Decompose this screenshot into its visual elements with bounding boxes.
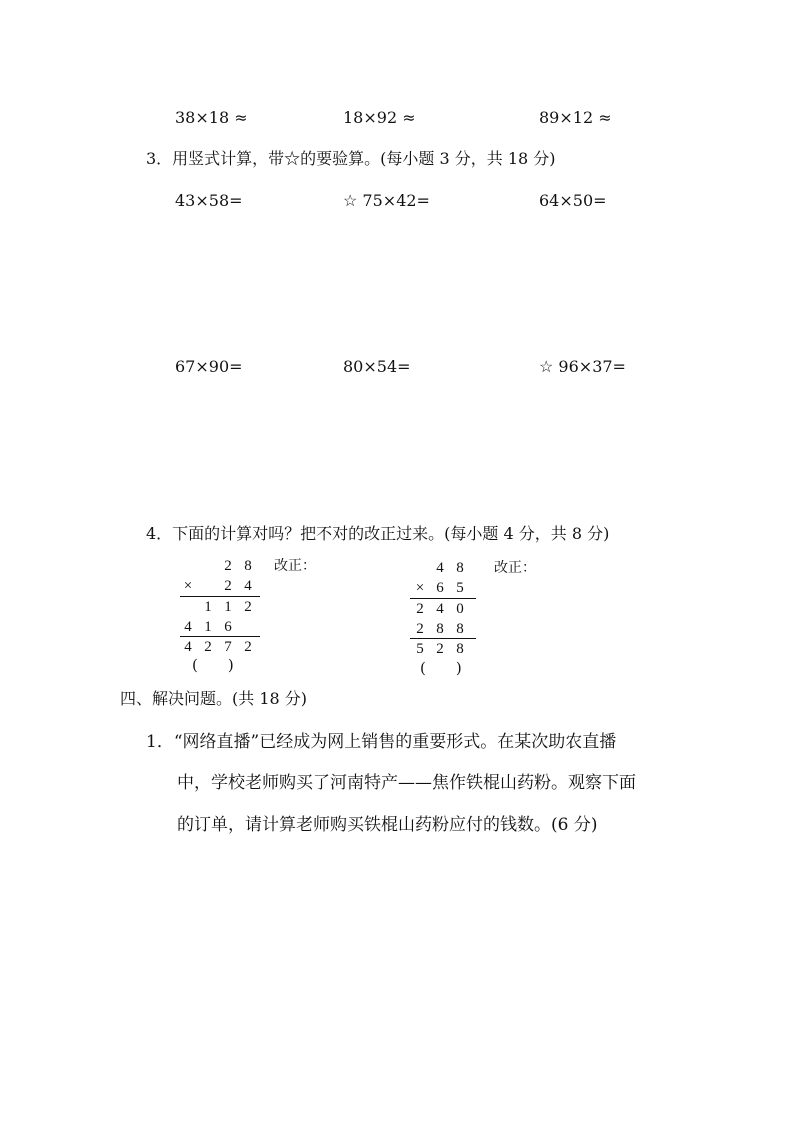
digit: 2 (224, 578, 232, 594)
digit: 8 (456, 641, 464, 657)
digit: 0 (456, 601, 464, 617)
q4-heading: 4．下面的计算对吗？把不对的改正过来。(每小题 4 分，共 8 分) (146, 524, 610, 543)
multiply-sign: × (183, 578, 193, 594)
judgement-blank[interactable]: ( ) (192, 656, 234, 674)
q3-problem-5: 80×54= (343, 357, 411, 376)
digit: 6 (224, 619, 232, 635)
problem-line-1: 1．“网络直播”已经成为网上销售的重要形式。在某次助农直播 (146, 732, 617, 752)
digit: 2 (204, 639, 212, 655)
digit: 4 (436, 560, 444, 576)
section-title: 四、解决问题。(共 18 分) (120, 689, 308, 708)
digit: 7 (224, 639, 232, 655)
correction-label-left: 改正： (274, 558, 316, 574)
judgement-blank[interactable]: ( ) (420, 659, 462, 677)
problem-line-2: 中，学校老师购买了河南特产——焦作铁棍山药粉。观察下面 (177, 773, 636, 793)
digit: 8 (436, 621, 444, 637)
multiply-sign: × (415, 580, 425, 596)
digit: 5 (416, 641, 424, 657)
digit: 4 (184, 639, 192, 655)
divider-line (180, 636, 260, 637)
digit: 1 (224, 599, 232, 615)
q3-problem-2: ☆ 75×42= (343, 191, 430, 210)
q3-problem-4: 67×90= (175, 357, 243, 376)
estimate-item-3: 89×12 ≈ (539, 108, 612, 127)
digit: 4 (184, 619, 192, 635)
digit: 8 (456, 621, 464, 637)
digit: 8 (456, 560, 464, 576)
digit: 2 (416, 601, 424, 617)
correction-label-right: 改正： (494, 560, 536, 576)
digit: 2 (436, 641, 444, 657)
problem-line-3: 的订单，请计算老师购买铁棍山药粉应付的钱数。(6 分) (177, 815, 598, 835)
digit: 1 (204, 619, 212, 635)
digit: 1 (204, 599, 212, 615)
digit: 2 (244, 639, 252, 655)
estimate-item-1: 38×18 ≈ (175, 108, 248, 127)
divider-line (410, 598, 476, 599)
q3-heading: 3．用竖式计算，带☆的要验算。(每小题 3 分，共 18 分) (146, 149, 556, 168)
divider-line (180, 596, 260, 597)
digit: 8 (244, 558, 252, 574)
q3-problem-3: 64×50= (539, 191, 607, 210)
digit: 6 (436, 580, 444, 596)
q3-problem-1: 43×58= (175, 191, 243, 210)
divider-line (410, 638, 476, 639)
digit: 4 (436, 601, 444, 617)
digit: 2 (416, 621, 424, 637)
digit: 2 (244, 599, 252, 615)
digit: 2 (224, 558, 232, 574)
q3-problem-6: ☆ 96×37= (539, 357, 626, 376)
estimate-item-2: 18×92 ≈ (343, 108, 416, 127)
digit: 5 (456, 580, 464, 596)
digit: 4 (244, 578, 252, 594)
